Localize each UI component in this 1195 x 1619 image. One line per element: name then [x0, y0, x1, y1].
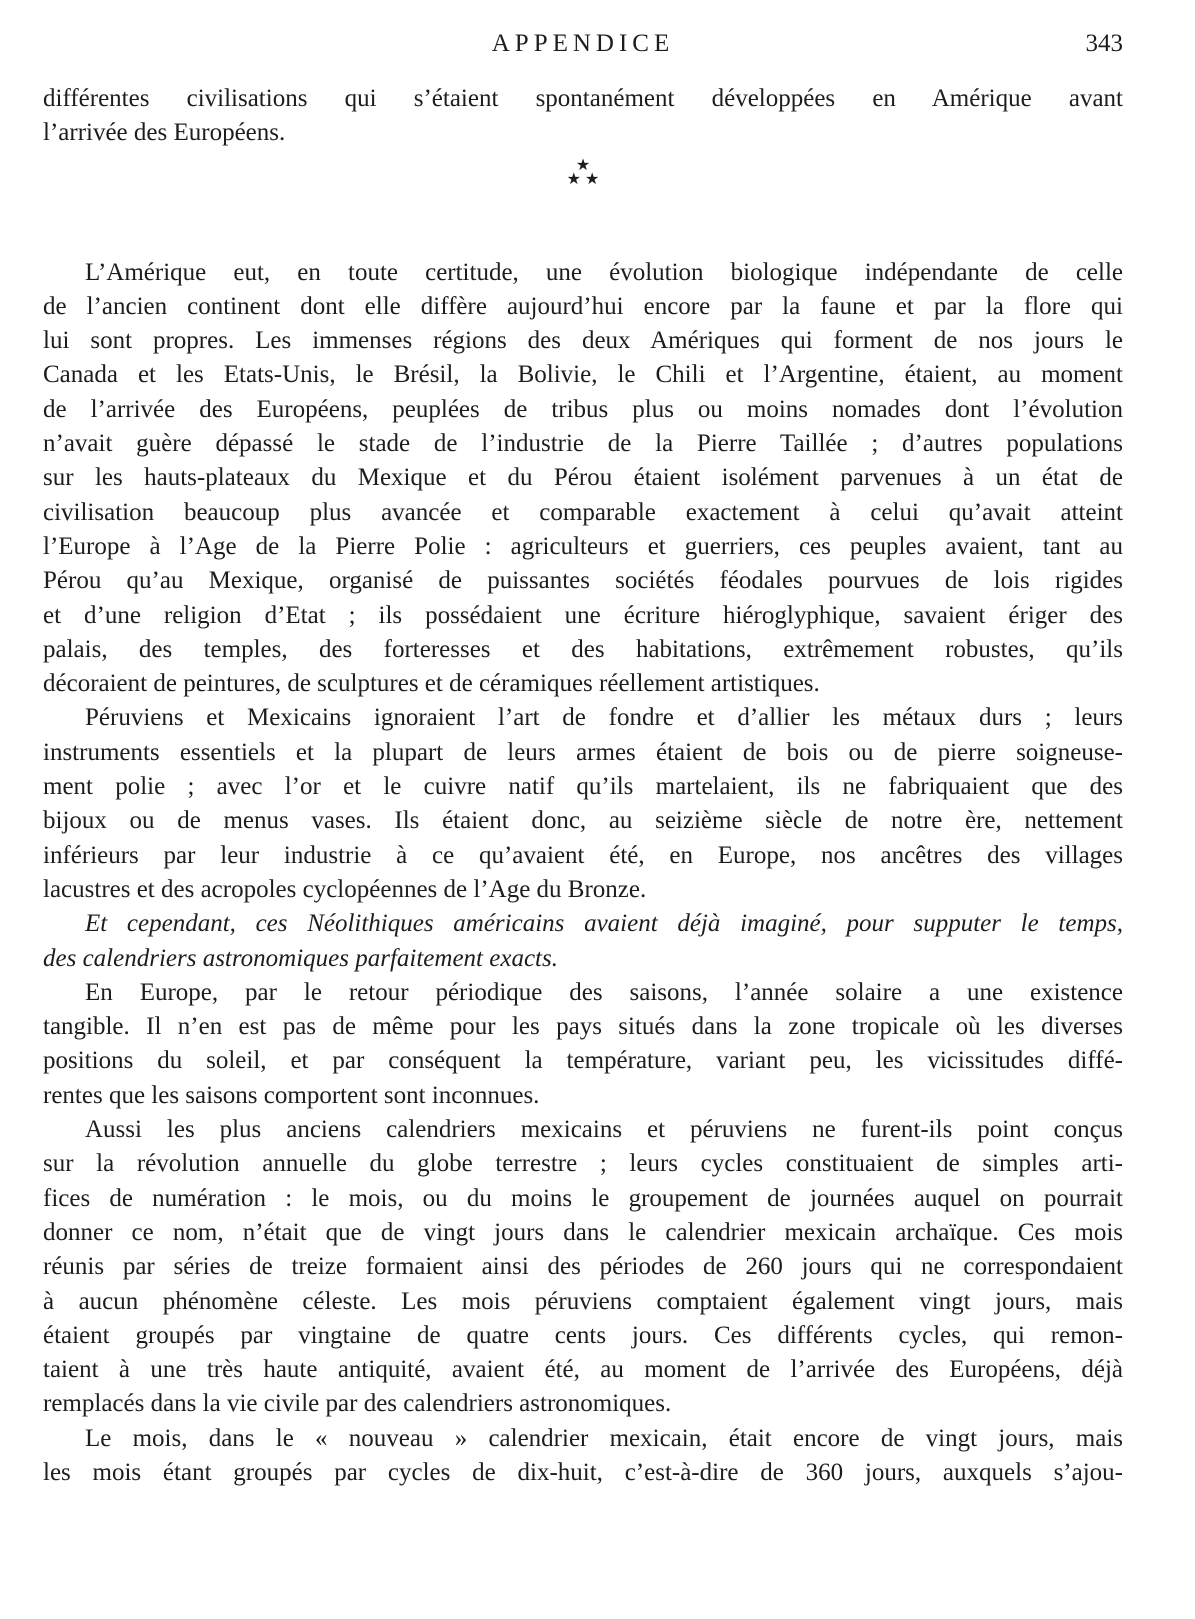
paragraph	[43, 1422, 1123, 1491]
text-line: différentes civilisations qui s’étaient spontanément développées en Amérique avant	[43, 85, 1123, 112]
text-line: palais, des temples, des forteresses et des habitations, extrêmement robustes, qu’ils	[43, 635, 1123, 663]
text-line: décoraient de peintures, de sculptures et de céramiques réellement artistiques.	[43, 670, 820, 698]
text-line: Canada et les Etats-Unis, le Brésil, la Bolivie, le Chili et l’Argentine, étaient, au moment	[43, 361, 1123, 389]
text-line: L’Amérique eut, en toute certitude, une évolution biologique indépendante de celle	[85, 258, 1123, 286]
text-line: tangible. Il n’en est pas de même pour les pays situés dans la zone tropicale où les diverses	[43, 1013, 1123, 1041]
running-title: APPENDICE	[491, 30, 675, 57]
text-line: Pérou qu’au Mexique, organisé de puissantes sociétés féodales pourvues de lois rigides	[43, 567, 1123, 595]
page-number: 343	[1085, 30, 1123, 57]
text-line: et d’une religion d’Etat ; ils possédaient une écriture hiéroglyphique, savaient ériger des	[43, 601, 1123, 629]
paragraph-italic	[43, 907, 1123, 976]
body-text	[43, 82, 1123, 1490]
text-line: ment polie ; avec l’or et le cuivre natif qu’ils martelaient, ils ne fabriquaient que des	[43, 773, 1123, 801]
text-line: fices de numération : le mois, ou du moins le groupement de journées auquel on pourrait	[43, 1184, 1123, 1212]
text-line: inférieurs par leur industrie à ce qu’avaient été, en Europe, nos ancêtres des villages	[43, 841, 1123, 869]
text-line: de l’arrivée des Européens, peuplées de tribus plus ou moins nomades dont l’évolution	[43, 395, 1123, 423]
text-line: de l’ancien continent dont elle diffère aujourd’hui encore par la faune et par la flore qui	[43, 292, 1123, 320]
text-line: rentes que les saisons comportent sont inconnues.	[43, 1081, 540, 1109]
book-page	[43, 0, 1123, 1619]
paragraph	[43, 976, 1123, 1113]
text-line: civilisation beaucoup plus avancée et comparable exactement à celui qu’avait atteint	[43, 498, 1123, 526]
text-line: En Europe, par le retour périodique des saisons, l’année solaire a une existence	[85, 978, 1123, 1006]
text-line: l’Europe à l’Age de la Pierre Polie : agriculteurs et guerriers, ces peuples avaient, tant au	[43, 532, 1123, 560]
text-line: lacustres et des acropoles cyclopéennes de l’Age du Bronze.	[43, 875, 647, 903]
text-line: l’arrivée des Européens.	[43, 119, 286, 147]
text-line: réunis par séries de treize formaient ainsi des périodes de 260 jours qui ne correspondaient	[43, 1253, 1123, 1281]
text-line: à aucun phénomène céleste. Les mois péruviens comptaient également vingt jours, mais	[43, 1287, 1123, 1315]
text-line: donner ce nom, n’était que de vingt jours dans le calendrier mexicain archaïque. Ces mois	[43, 1218, 1123, 1246]
text-line: n’avait guère dépassé le stade de l’industrie de la Pierre Taillée ; d’autres populations	[43, 430, 1123, 458]
asterism-top-star: ★	[575, 156, 591, 174]
text-line: Le mois, dans le « nouveau » calendrier mexicain, était encore de vingt jours, mais	[85, 1424, 1123, 1452]
asterism-stars	[43, 156, 1123, 188]
text-line: sur la révolution annuelle du globe terrestre ; leurs cycles constituaient de simples arti-	[43, 1150, 1123, 1178]
text-line: étaient groupés par vingtaine de quatre cents jours. Ces différents cycles, qui remon-	[43, 1321, 1123, 1349]
paragraph	[43, 1113, 1123, 1422]
text-line: positions du soleil, et par conséquent la température, variant peu, les vicissitudes diffé-	[43, 1047, 1123, 1075]
asterism-bottom-stars: ★ ★	[566, 170, 600, 188]
page-header	[43, 28, 1123, 60]
text-line: des calendriers astronomiques parfaitement exacts.	[43, 944, 558, 972]
text-line: sur les hauts-plateaux du Mexique et du Pérou étaient isolément parvenues à un état de	[43, 464, 1123, 492]
text-line: Aussi les plus anciens calendriers mexicains et péruviens ne furent-ils point conçus	[85, 1116, 1123, 1144]
text-line: les mois étant groupés par cycles de dix-huit, c’est-à-dire de 360 jours, auxquels s’ajou-	[43, 1458, 1123, 1486]
text-line: bijoux ou de menus vases. Ils étaient donc, au seizième siècle de notre ère, nettement	[43, 807, 1123, 835]
section-asterism	[43, 151, 1123, 256]
text-line: Et cependant, ces Néolithiques américains avaient déjà imaginé, pour supputer le temps,	[85, 910, 1123, 938]
text-line: lui sont propres. Les immenses régions des deux Amériques qui forment de nos jours le	[43, 327, 1123, 355]
paragraph	[43, 701, 1123, 907]
paragraph-continuation	[43, 82, 1123, 151]
text-line: taient à une très haute antiquité, avaient été, au moment de l’arrivée des Européens, déjà	[43, 1356, 1123, 1384]
text-line: Péruviens et Mexicains ignoraient l’art de fondre et d’allier les métaux durs ; leurs	[85, 704, 1123, 732]
paragraph	[43, 256, 1123, 702]
text-line: remplacés dans la vie civile par des calendriers astronomiques.	[43, 1390, 672, 1418]
text-line: instruments essentiels et la plupart de leurs armes étaient de bois ou de pierre soigneuse-	[43, 738, 1123, 766]
